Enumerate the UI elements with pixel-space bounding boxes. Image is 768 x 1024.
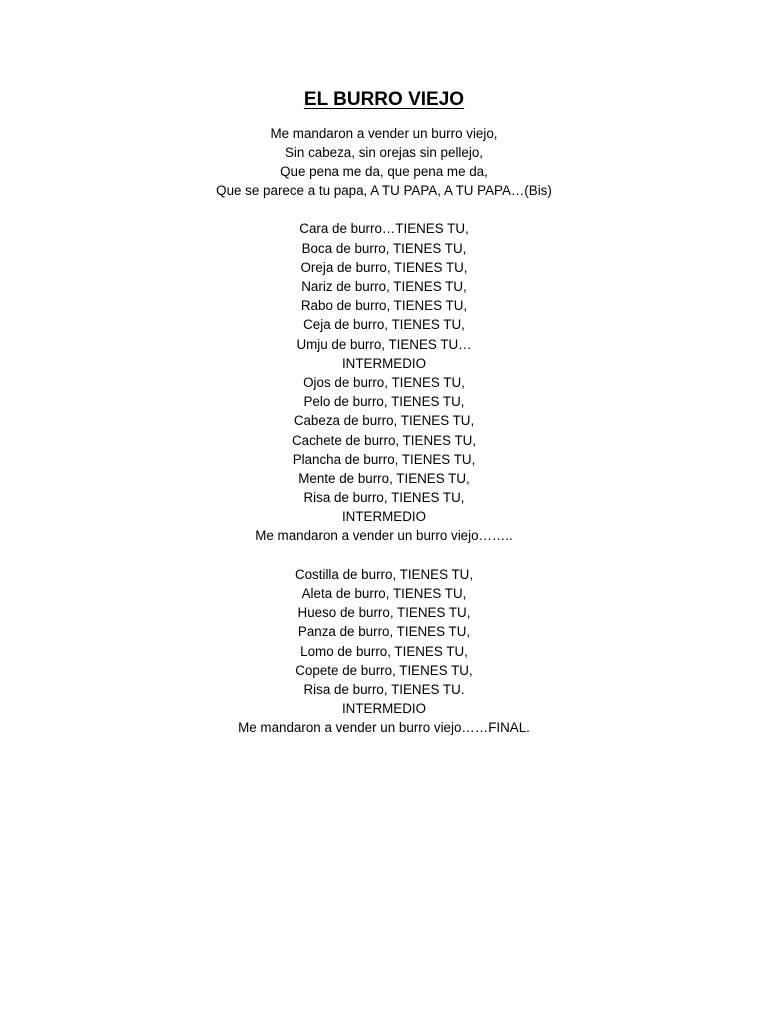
lyric-line: Aleta de burro, TIENES TU, <box>301 586 467 601</box>
lyric-line: Risa de burro, TIENES TU. <box>303 681 465 697</box>
lyric-line: Hueso de burro, TIENES TU, <box>297 605 471 621</box>
lyric-line: Oreja de burro, TIENES TU, <box>300 259 468 275</box>
lyric-line: Mente de burro, TIENES TU, <box>298 470 470 486</box>
lyrics-stanza <box>0 565 768 738</box>
lyric-line: Costilla de burro, TIENES TU, <box>294 566 474 582</box>
song-title: EL BURRO VIEJO <box>303 89 465 110</box>
lyric-line: Nariz de burro, TIENES TU, <box>301 279 467 294</box>
lyric-line: Que pena me da, que pena me da, <box>280 163 488 179</box>
lyrics-stanza <box>0 219 768 545</box>
lyric-line: Boca de burro, TIENES TU, <box>301 240 467 256</box>
lyric-line: Me mandaron a vender un burro viejo…….. <box>255 528 513 544</box>
lyrics-stanza <box>0 124 768 201</box>
lyric-line: Cabeza de burro, TIENES TU, <box>293 413 475 429</box>
lyric-line: Cara de burro…TIENES TU, <box>299 221 469 237</box>
lyric-line: Plancha de burro, TIENES TU, <box>292 451 476 467</box>
lyric-line: Ceja de burro, TIENES TU, <box>303 317 465 333</box>
lyric-line: Que se parece a tu papa, A TU PAPA, A TU PAPA…(Bis) <box>216 183 552 199</box>
lyric-line: Me mandaron a vender un burro viejo, <box>270 125 498 141</box>
song-lyrics <box>0 124 768 738</box>
lyric-line: INTERMEDIO <box>341 509 427 525</box>
lyric-line: Ojos de burro, TIENES TU, <box>303 374 465 390</box>
lyric-line: Sin cabeza, sin orejas sin pellejo, <box>285 144 483 160</box>
lyric-line: Risa de burro, TIENES TU, <box>303 490 465 506</box>
lyric-line: Rabo de burro, TIENES TU, <box>300 298 468 314</box>
lyric-line: Cachete de burro, TIENES TU, <box>291 432 477 448</box>
lyric-line: INTERMEDIO <box>341 355 427 371</box>
lyric-line: Copete de burro, TIENES TU, <box>295 662 473 678</box>
lyric-line: Pelo de burro, TIENES TU, <box>303 394 465 410</box>
lyric-line: Me mandaron a vender un burro viejo……FINAL. <box>238 720 530 736</box>
lyric-line: Panza de burro, TIENES TU, <box>297 624 471 640</box>
lyric-line: Lomo de burro, TIENES TU, <box>300 643 468 659</box>
lyric-line: INTERMEDIO <box>341 701 427 717</box>
lyric-line: Umju de burro, TIENES TU… <box>296 336 472 352</box>
